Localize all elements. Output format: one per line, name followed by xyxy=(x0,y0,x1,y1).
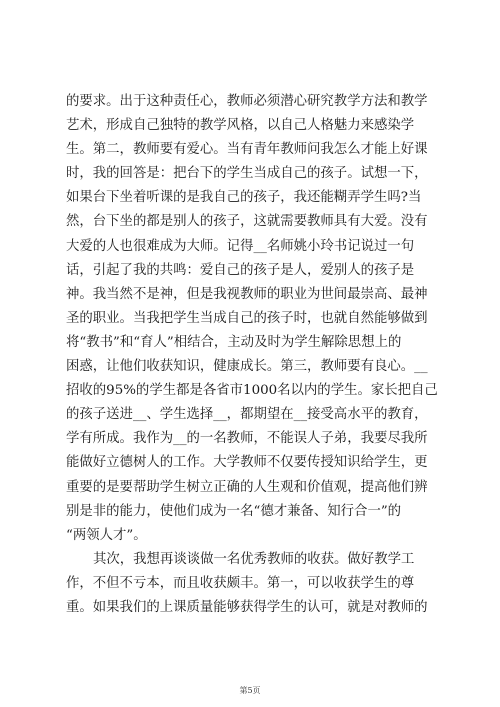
text-line: 艺术，形成自己独特的教学风格，以自己人格魅力来感染学 xyxy=(66,118,415,134)
text-line: 困惑，让他们收获知识，健康成长。第三，教师要有良心。__ xyxy=(66,359,428,375)
page-number: 第5页 xyxy=(239,686,261,695)
text-line: 重。如果我们的上课质量能够获得学生的认可，就是对教师的 xyxy=(66,599,428,615)
text-line: 时，我的回答是：把台下的学生当成自己的孩子。试想一下， xyxy=(66,166,428,182)
text-line: 将“教书”和“育人”相结合，主动及时为学生解除思想上的 xyxy=(66,334,402,350)
text-line: 学有所成。我作为__的一名教师，不能误人子弟，我要尽我所 xyxy=(66,431,428,447)
paragraph-first-line: 其次，我想再谈谈做一名优秀教师的收获。做好教学工 xyxy=(93,551,415,567)
text-line: 招收的95%的学生都是各省市1000名以内的学生。家长把自己 xyxy=(66,383,438,399)
text-line: 重要的是要帮助学生树立正确的人生观和价值观，提高他们辨 xyxy=(66,479,428,495)
body-text xyxy=(66,90,438,620)
text-line: 别是非的能力，使他们成为一名“德才兼备、知行合一”的 xyxy=(66,503,402,519)
text-line: 能做好立德树人的工作。大学教师不仅要传授知识给学生，更 xyxy=(66,455,428,471)
text-line: 的要求。出于这种责任心，教师必须潜心研究教学方法和教学 xyxy=(66,94,428,109)
text-line: 生。第二，教师要有爱心。当有青年教师问我怎么才能上好课 xyxy=(66,142,428,158)
text-line: 作，不但不亏本，而且收获颇丰。第一，可以收获学生的尊 xyxy=(66,575,415,591)
text-line: 话，引起了我的共鸣：爱自己的孩子是人，爱别人的孩子是 xyxy=(66,262,415,278)
text-line: 然，台下坐的都是别人的孩子，这就需要教师具有大爱。没有 xyxy=(66,214,428,230)
text-line: “两领人才”。 xyxy=(66,527,147,543)
text-line: 大爱的人也很难成为大师。记得__名师姚小玲书记说过一句 xyxy=(66,238,415,254)
text-line: 如果台下坐着听课的是我自己的孩子，我还能糊弄学生吗?当 xyxy=(66,190,422,206)
text-line: 的孩子送进__、学生选择__，都期望在__接受高水平的教育， xyxy=(66,407,428,423)
text-line: 神。我当然不是神，但是我视教师的职业为世间最崇高、最神 xyxy=(66,286,428,302)
text-line: 圣的职业。当我把学生当成自己的孩子时，也就自然能够做到 xyxy=(66,310,428,326)
